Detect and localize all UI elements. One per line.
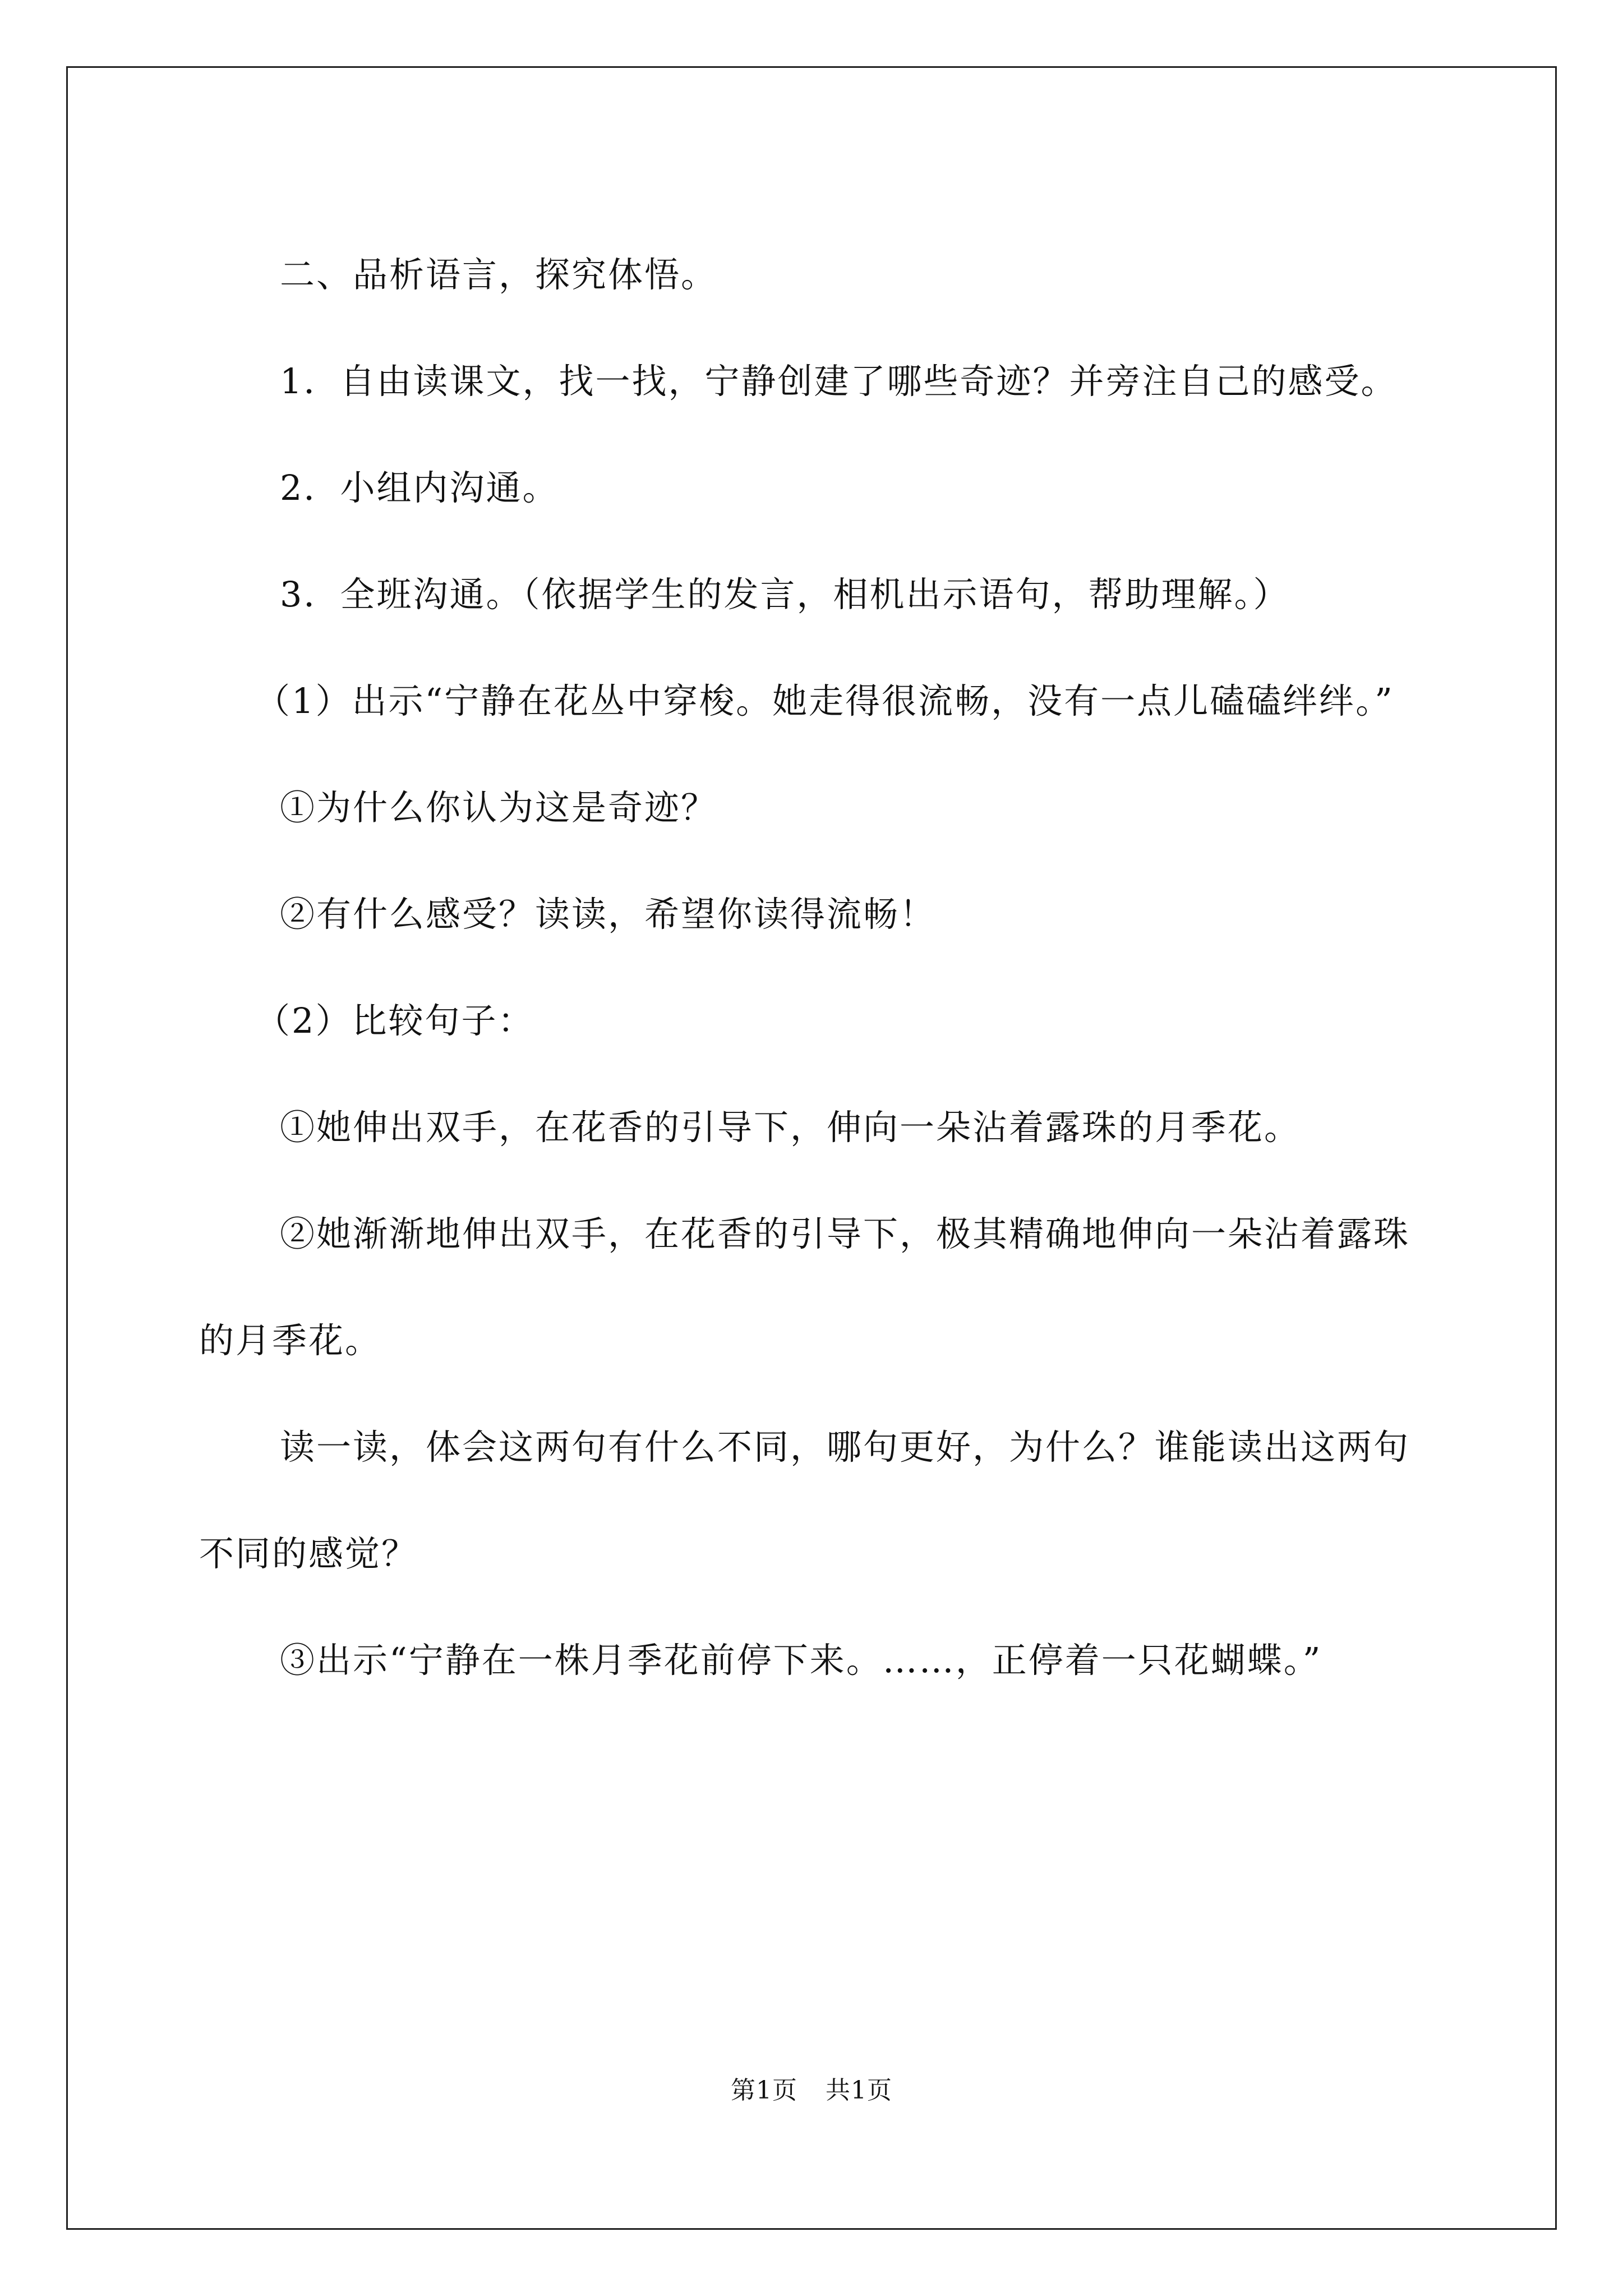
document-body [199, 222, 1433, 1714]
paragraph: 读一读，体会这两句有什么不同，哪句更好，为什么？谁能读出这两句不同的感觉？ [199, 1427, 1410, 1574]
paragraph: （1）出示“宁静在花丛中穿梭。她走得很流畅，没有一点儿磕磕绊绊。” [255, 680, 1394, 721]
paragraph: ②她渐渐地伸出双手，在花香的引导下，极其精确地伸向一朵沾着露珠的月季花。 [199, 1213, 1410, 1361]
page-footer [0, 2070, 1623, 2106]
paragraph: 二、品析语言，探究体悟。 [280, 254, 718, 295]
page-number-current: 第1页 [731, 2076, 797, 2105]
paragraph: ②有什么感受？读读，希望你读得流畅！ [280, 894, 937, 935]
paragraph: （2）比较句子： [255, 1000, 534, 1041]
paragraph: 2．小组内沟通。 [280, 467, 559, 508]
paragraph: ③出示“宁静在一株月季花前停下来。……，正停着一只花蝴蝶。” [280, 1640, 1322, 1681]
paragraph: ①为什么你认为这是奇迹？ [280, 787, 718, 828]
paragraph: ①她伸出双手，在花香的引导下，伸向一朵沾着露珠的月季花。 [280, 1107, 1301, 1148]
paragraph: 1．自由读课文，找一找，宁静创建了哪些奇迹？并旁注自己的感受。 [280, 361, 1398, 402]
paragraph: 3．全班沟通。（依据学生的发言，相机出示语句，帮助理解。） [280, 574, 1290, 615]
page-number-total: 共1页 [826, 2076, 892, 2105]
